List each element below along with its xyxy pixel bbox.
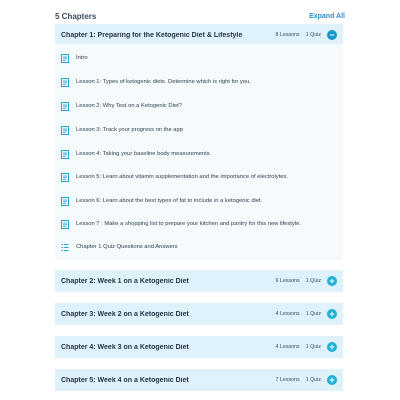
document-icon [61, 126, 69, 135]
document-icon [61, 102, 69, 111]
quiz-count: 1 Quiz [305, 278, 321, 284]
chapter-meta [276, 32, 321, 38]
course-content-header [55, 8, 345, 24]
document-icon [61, 173, 69, 182]
lesson-label: Lesson 5: Learn about vitamin supplementation and the importance of electrolytes. [76, 174, 289, 180]
quiz-item-chapter-1[interactable] [55, 240, 343, 254]
quiz-count: 1 Quiz [305, 377, 321, 383]
expand-plus-icon[interactable]: + [327, 375, 337, 385]
expand-plus-icon[interactable]: + [327, 342, 337, 352]
lesson-label: Lesson 6: Learn about the best types of fat to include in a ketogenic diet. [76, 198, 263, 204]
chapter-5-header[interactable] [55, 369, 343, 391]
document-icon [61, 78, 69, 87]
lesson-item-1[interactable] [55, 75, 343, 89]
quiz-count: 1 Quiz [305, 311, 321, 317]
lesson-item-4[interactable] [55, 147, 343, 161]
chapter-meta [276, 278, 321, 284]
expand-plus-icon[interactable]: + [327, 276, 337, 286]
chapter-title: Chapter 4: Week 3 on a Ketogenic Diet [61, 343, 189, 351]
document-icon [61, 150, 69, 159]
lesson-label: Lesson 1: Types of ketogenic diets. Determine which is right for you. [76, 79, 251, 85]
lessons-count: 8 Lessons [275, 32, 300, 38]
chapter-2-header[interactable] [55, 270, 343, 292]
chapter-4-header[interactable] [55, 336, 343, 358]
quiz-count: 1 Quiz [305, 344, 321, 350]
quiz-icon [61, 243, 69, 252]
lesson-item-5[interactable] [55, 170, 343, 184]
lesson-label: Lesson 7 : Make a shopping list to prepare your kitchen and pantry for this new lifestyle. [76, 221, 301, 227]
chapter-meta [276, 344, 321, 350]
lesson-item-7[interactable] [55, 217, 343, 231]
lessons-count: 7 Lessons [275, 377, 300, 383]
lesson-item-intro[interactable] [55, 51, 343, 65]
chapter-title: Chapter 1: Preparing for the Ketogenic Diet & Lifestyle [61, 31, 243, 39]
lessons-count: 6 Lessons [275, 278, 300, 284]
document-icon [61, 54, 69, 63]
quiz-label: Chapter 1 Quiz Questions and Answers [76, 244, 178, 250]
chapter-title: Chapter 5: Week 4 on a Ketogenic Diet [61, 376, 189, 384]
lesson-label: Lesson 3: Track your progress on the app [76, 127, 183, 133]
lesson-label: Lesson 2: Why Test on a Ketogenic Diet? [76, 103, 182, 109]
chapters-count: 5 Chapters [55, 11, 97, 21]
lessons-count: 4 Lessons [275, 344, 300, 350]
chapter-title: Chapter 2: Week 1 on a Ketogenic Diet [61, 277, 189, 285]
collapse-minus-icon[interactable]: − [327, 30, 337, 40]
chapter-3-header[interactable] [55, 303, 343, 325]
chapter-title: Chapter 3: Week 2 on a Ketogenic Diet [61, 310, 189, 318]
lessons-count: 4 Lessons [275, 311, 300, 317]
chapter-meta [276, 311, 321, 317]
quiz-count: 1 Quiz [305, 32, 321, 38]
lesson-item-3[interactable] [55, 123, 343, 137]
document-icon [61, 220, 69, 229]
chapter-1-lessons [55, 44, 343, 260]
lesson-item-2[interactable] [55, 99, 343, 113]
lesson-item-6[interactable] [55, 194, 343, 208]
document-icon [61, 197, 69, 206]
lesson-label: Lesson 4: Taking your baseline body measurements. [76, 151, 212, 157]
expand-plus-icon[interactable]: + [327, 309, 337, 319]
lesson-label: Intro [76, 55, 88, 61]
chapter-meta [276, 377, 321, 383]
chapter-1-header[interactable] [55, 24, 343, 46]
expand-all-link[interactable]: Expand All [309, 12, 345, 20]
